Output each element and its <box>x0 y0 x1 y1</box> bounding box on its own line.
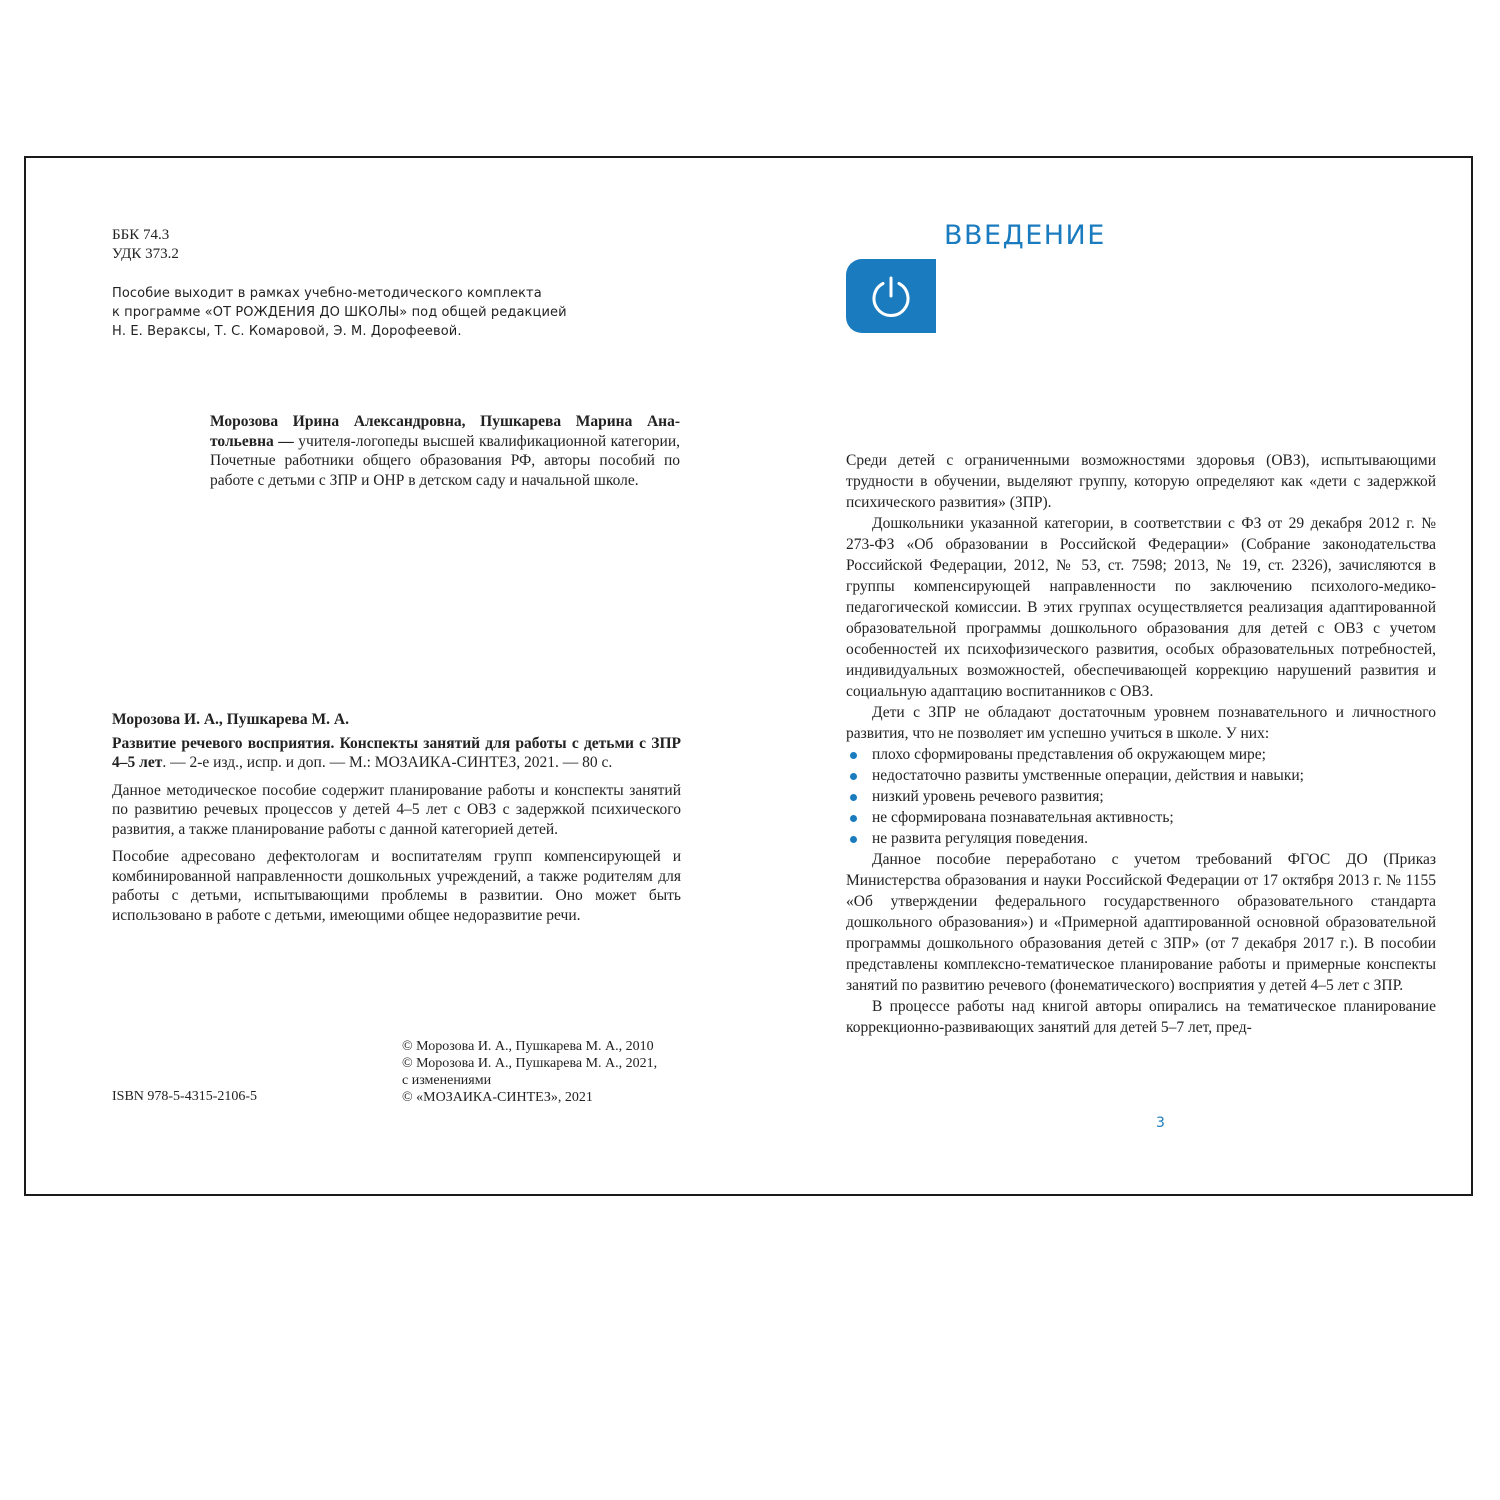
introduction-text <box>846 450 1436 1038</box>
udk-code: УДК 373.2 <box>112 246 179 262</box>
biblio-edition: . — 2-е изд., испр. и доп. — М.: МОЗАИКА-СИНТЕЗ, 2021. — 80 с. <box>162 754 613 771</box>
page-number: 3 <box>1156 1115 1165 1131</box>
bullet-icon <box>850 752 857 759</box>
paragraph: Дети с ЗПР не обладают достаточным уровнем познавательного и личностного развития, что не позволяет им успешно учиться в школе. У них: <box>846 704 1436 742</box>
series-note-line: Н. Е. Вераксы, Т. С. Комаровой, Э. М. Дорофеевой. <box>112 324 462 339</box>
bullet-icon <box>850 815 857 822</box>
list-item: не сформирована познавательная активность; <box>846 807 1436 828</box>
series-note-line: к программе «ОТ РОЖДЕНИЯ ДО ШКОЛЫ» под общей редакцией <box>112 305 567 320</box>
isbn: ISBN 978-5-4315-2106-5 <box>112 1089 258 1104</box>
list-item: не развита регуляция поведения. <box>846 828 1436 849</box>
biblio-title-line <box>112 734 681 773</box>
series-note <box>112 284 632 341</box>
copyright-line: с изменениями <box>402 1073 492 1088</box>
authors-bio <box>210 412 680 490</box>
bullet-list <box>846 744 1436 849</box>
authors-bio-text: учителя-логопеды высшей квалификационной категории, Почетные работники общего образования РФ, авторы пособий по работе с детьми с ЗПР и ОНР в детском саду и начальной школе. <box>210 432 681 489</box>
biblio-authors: Морозова И. А., Пушкарева М. А. <box>112 711 349 728</box>
paragraph: Данное пособие переработано с учетом требований ФГОС ДО (Приказ Министерства образования и науки Российской Федерации от 17 октября 2013 г. № 1155 «Об утверждении федерального государственного образовательного стандарта дошкольного образования») и «Примерной адаптированной основной образовательной программы дошкольного образования детей с ЗПР» (от 7 декабря 2017 г.). В пособии представлены комплексно-тематическое планирование работы и примерные конспекты занятий по развитию речевого (фонематического) восприятия у детей 4–5 лет с ЗПР. <box>846 851 1436 994</box>
biblio-abstract: Данное методическое пособие содержит планирование работы и конспекты занятий по развитию речевых процессов у детей 4–5 лет с ОВЗ с задержкой психического развития, а также планирование работы с данной категорией детей. <box>112 781 681 838</box>
biblio-abstract: Пособие адресовано дефектологам и воспитателям групп компенсирующей и комбинированной направленности дошкольных учреждений, а также родителям для работы с детьми, испытывающими проблемы в развитии. Оно может быть использовано в работе с детьми, имеющими общее недоразвитие речи. <box>112 848 681 924</box>
list-item: недостаточно развиты умственные операции, действия и навыки; <box>846 765 1436 786</box>
chapter-title: ВВЕДЕНИЕ <box>944 220 1106 251</box>
list-item: плохо сформированы представления об окружающем мире; <box>846 744 1436 765</box>
right-page <box>750 158 1475 1194</box>
series-note-line: Пособие выходит в рамках учебно-методического комплекта <box>112 286 542 301</box>
bullet-icon <box>850 773 857 780</box>
left-page <box>26 158 750 1194</box>
paragraph: В процессе работы над книгой авторы опирались на тематическое планирование коррекционно-развивающих занятий для детей 5–7 лет, пред- <box>846 998 1436 1036</box>
paragraph: Дошкольники указанной категории, в соответствии с ФЗ от 29 декабря 2012 г. № 273-ФЗ «Об образовании в Российской Федерации» (Собрание законодательства Российской Федерации, 2012, № 53, ст. 7598; 2013, № 19, ст. 2326), зачисляются в группы компенсирующей направленности по заключению психолого-медико-педагогической комиссии. В этих группах осуществляется реализация адаптированной образовательной программы дошкольного образования для детей с ОВЗ с учетом особенностей их психофизического развития, особых образовательных потребностей, индивидуальных возможностей, обеспечивающей коррекцию нарушений развития и социальную адаптацию воспитанников с ОВЗ. <box>846 515 1436 700</box>
copyright-line: © Морозова И. А., Пушкарева М. А., 2021, <box>402 1056 658 1071</box>
copyright-line: © «МОЗАИКА-СИНТЕЗ», 2021 <box>402 1090 593 1105</box>
power-icon <box>846 259 936 333</box>
copyright-line: © Морозова И. А., Пушкарева М. А., 2010 <box>402 1039 654 1054</box>
bullet-icon <box>850 794 857 801</box>
copyright-block <box>402 1038 702 1106</box>
bibliographic-record <box>112 710 681 925</box>
authors-full-names: Морозова Ирина Александровна, Пушкарева Марина Анатольевна — <box>210 413 680 450</box>
biblio-title: Развитие речевого восприятия. Конспекты занятий для работы с детьми с ЗПР 4–5 лет <box>112 734 681 771</box>
bbk-code: ББК 74.3 <box>112 227 170 243</box>
list-item: низкий уровень речевого развития; <box>846 786 1436 807</box>
book-spread <box>24 156 1473 1196</box>
paragraph: Среди детей с ограниченными возможностями здоровья (ОВЗ), испытывающими трудности в обучении, выделяют группу, которую определяют как «дети с задержкой психического развития» (ЗПР). <box>846 452 1436 511</box>
classification-codes <box>112 226 179 264</box>
bullet-icon <box>850 836 857 843</box>
